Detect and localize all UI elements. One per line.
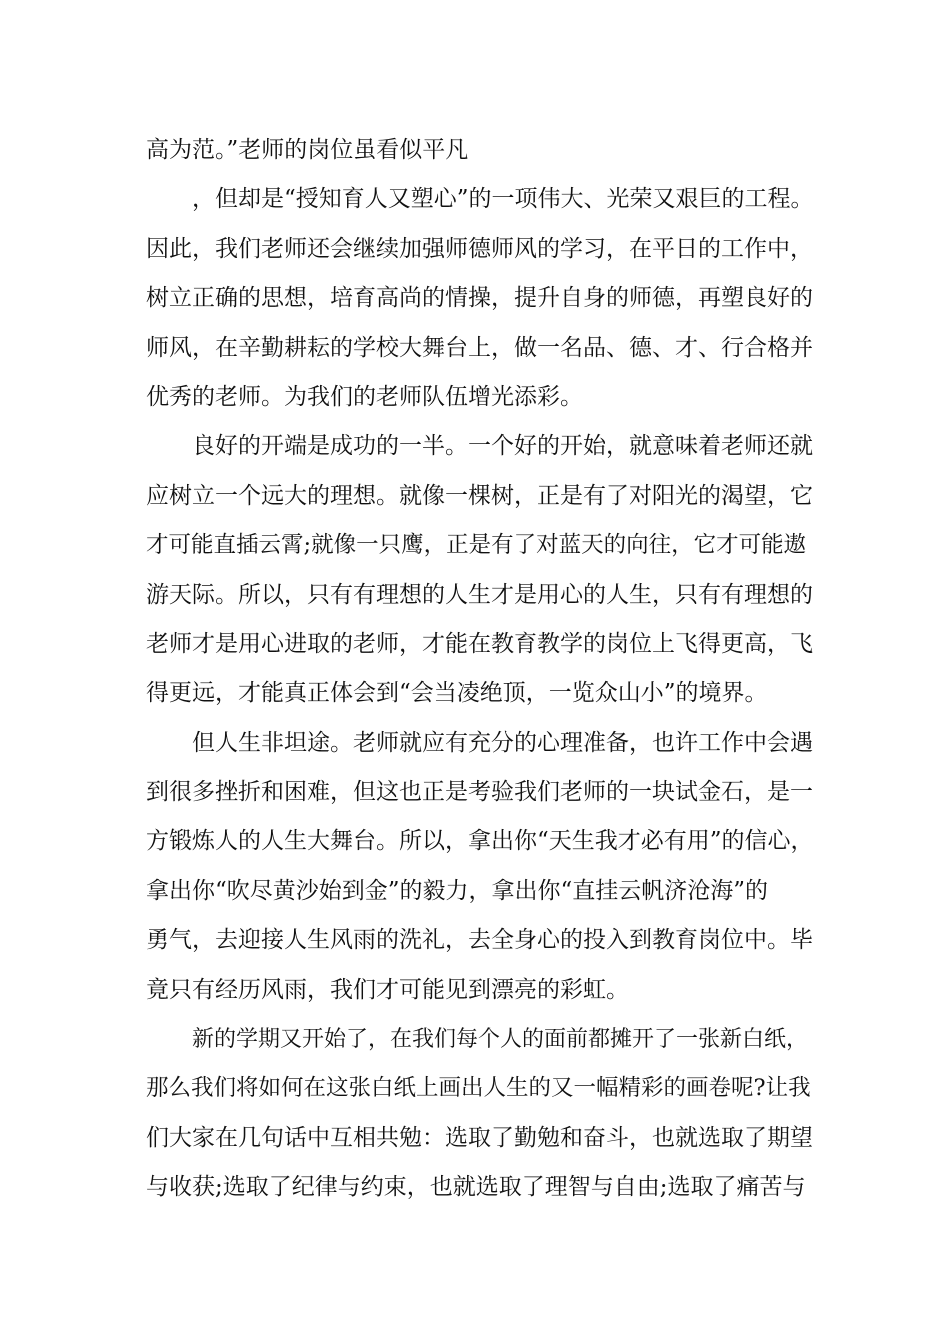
text-line: 竟只有经历风雨，我们才可能见到漂亮的彩虹。 xyxy=(146,976,629,1003)
text-line: 高为范。”老师的岗位虽看似平凡 xyxy=(146,137,469,163)
text-line: 老师才是用心进取的老师，才能在教育教学的岗位上飞得更高，飞 xyxy=(146,630,813,657)
text-line: 树立正确的思想，培育高尚的情操，提升自身的师德，再塑良好的 xyxy=(146,285,813,312)
text-line: 们大家在几句话中互相共勉：选取了勤勉和奋斗，也就选取了期望 xyxy=(146,1124,813,1151)
text-line: 应树立一个远大的理想。就像一棵树，正是有了对阳光的渴望，它 xyxy=(146,482,813,509)
text-line: 因此，我们老师还会继续加强师德师风的学习，在平日的工作中， xyxy=(146,235,813,262)
text-line: 师风，在辛勤耕耘的学校大舞台上，做一名品、德、才、行合格并 xyxy=(146,334,813,361)
text-line: 新的学期又开始了，在我们每个人的面前都摊开了一张新白纸， xyxy=(192,1027,809,1053)
text-line: 但人生非坦途。老师就应有充分的心理准备，也许工作中会遇 xyxy=(192,729,813,756)
text-line: 游天际。所以，只有有理想的人生才是用心的人生，只有有理想的 xyxy=(146,581,813,608)
text-line: 与收获;选取了纪律与约束，也就选取了理智与自由;选取了痛苦与 xyxy=(146,1174,806,1201)
text-line: 方锻炼人的人生大舞台。所以，拿出你“天生我才必有用”的信心， xyxy=(146,828,814,855)
text-line: 优秀的老师。为我们的老师队伍增光添彩。 xyxy=(146,383,583,410)
text-line: ，但却是“授知育人又塑心”的一项伟大、光荣又艰巨的工程。 xyxy=(192,186,814,213)
text-line: 勇气，去迎接人生风雨的洗礼，去全身心的投入到教育岗位中。毕 xyxy=(146,927,813,954)
text-line: 到很多挫折和困难，但这也正是考验我们老师的一块试金石，是一 xyxy=(146,779,813,806)
text-line: 拿出你“吹尽黄沙始到金”的毅力，拿出你“直挂云帆济沧海”的 xyxy=(146,877,769,904)
text-line: 得更远，才能真正体会到“会当凌绝顶，一览众山小”的境界。 xyxy=(146,680,768,707)
text-line: 才可能直插云霄;就像一只鹰，正是有了对蓝天的向往，它才可能遨 xyxy=(146,532,807,559)
body-text xyxy=(146,126,816,1213)
text-line: 良好的开端是成功的一半。一个好的开始，就意味着老师还就 xyxy=(192,433,813,460)
text-line: 那么我们将如何在这张白纸上画出人生的又一幅精彩的画卷呢?让我 xyxy=(146,1075,811,1102)
